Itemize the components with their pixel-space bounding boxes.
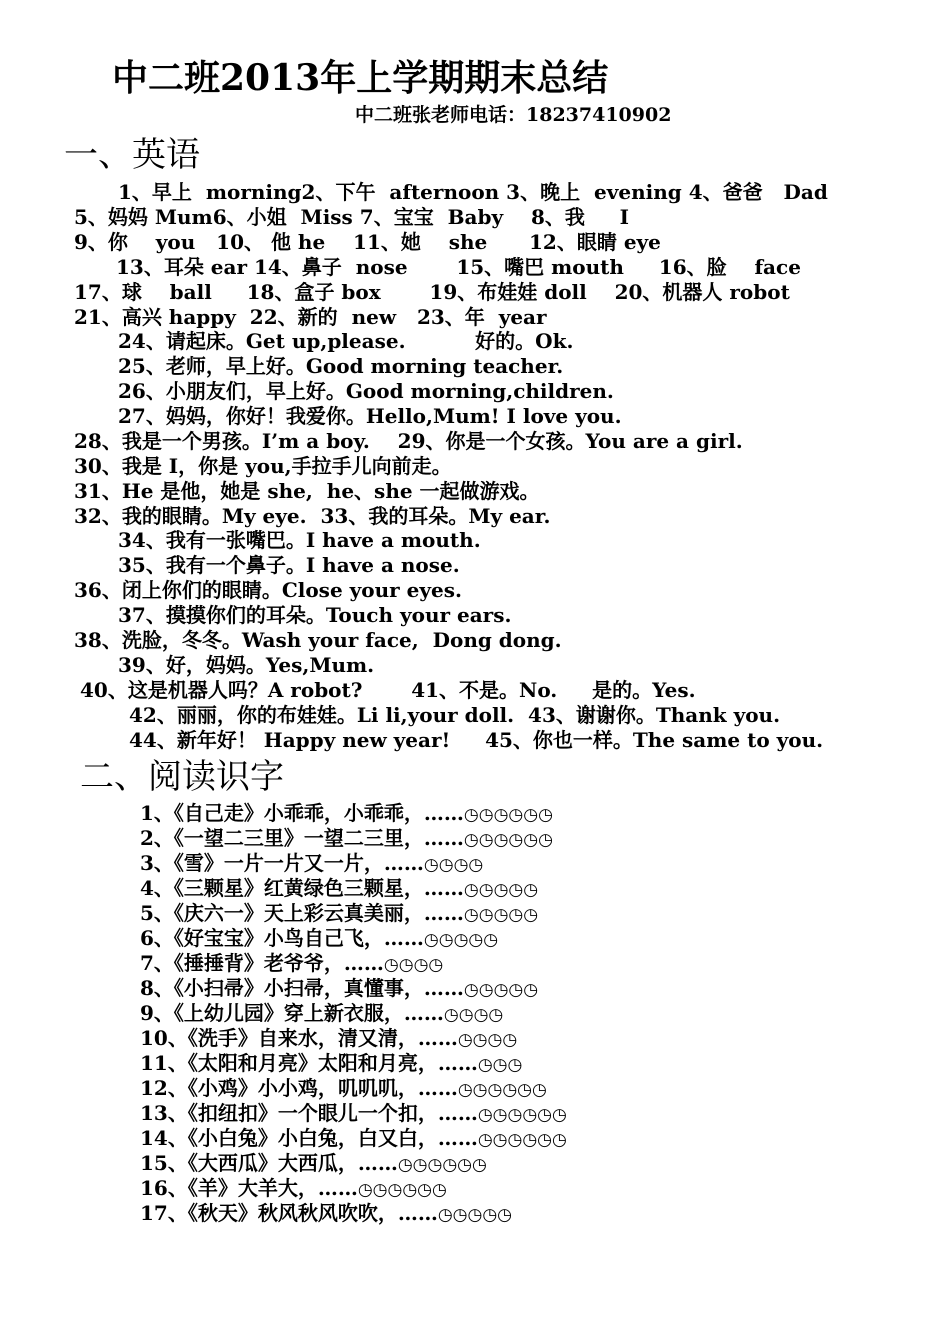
clock-icon: ◷◷◷◷◷◷ (477, 1130, 567, 1150)
reading-item-text: 3、《雪》一片一片又一片，…… (140, 851, 424, 875)
reading-item (140, 1078, 547, 1099)
reading-item (140, 903, 538, 924)
reading-item (140, 1028, 517, 1049)
reading-item (140, 1003, 503, 1024)
reading-item-text: 14、《小白兔》小白兔，白又白，…… (140, 1126, 478, 1150)
clock-icon: ◷◷◷◷◷◷ (457, 1080, 547, 1100)
reading-item (140, 1103, 567, 1124)
vocab-line: 32、我的眼睛。My eye. 33、我的耳朵。My ear. (74, 504, 551, 528)
clock-icon: ◷◷◷ (477, 1055, 523, 1075)
vocab-line: 1、早上 morning2、下午 afternoon 3、晚上 evening 4、爸爸 Dad (118, 180, 828, 204)
reading-item-text: 5、《庆六一》天上彩云真美丽，…… (140, 901, 464, 925)
reading-item (140, 853, 483, 874)
reading-item (140, 878, 538, 899)
vocab-line: 17、球 ball 18、盒子 box 19、布娃娃 doll 20、机器人 robot (74, 280, 790, 304)
vocab-line: 31、He 是他，她是 she, he、she 一起做游戏。 (74, 479, 540, 503)
vocab-line: 39、好，妈妈。Yes,Mum. (118, 653, 375, 677)
clock-icon: ◷◷◷◷◷ (423, 930, 499, 950)
vocab-line: 35、我有一个鼻子。I have a nose. (118, 553, 460, 577)
vocab-line: 27、妈妈，你好！我爱你。Hello,Mum! I love you. (118, 404, 622, 428)
vocab-line: 26、小朋友们，早上好。Good morning,children. (118, 379, 614, 403)
clock-icon: ◷◷◷◷◷ (437, 1205, 513, 1225)
reading-item-text: 12、《小鸡》小小鸡，叽叽叽，…… (140, 1076, 458, 1100)
section-heading-reading: 二、阅读识字 (80, 757, 284, 797)
reading-item (140, 928, 498, 949)
clock-icon: ◷◷◷◷◷ (463, 880, 539, 900)
clock-icon: ◷◷◷◷◷◷ (397, 1155, 487, 1175)
reading-item (140, 828, 553, 849)
reading-item-text: 15、《大西瓜》大西瓜，…… (140, 1151, 398, 1175)
vocab-line: 38、洗脸，冬冬。Wash your face, Dong dong. (74, 628, 562, 652)
reading-item-text: 17、《秋天》秋风秋风吹吹，…… (140, 1201, 438, 1225)
vocab-line: 21、高兴 happy 22、新的 new 23、年 year (74, 305, 547, 329)
reading-item-text: 6、《好宝宝》小鸟自己飞，…… (140, 926, 424, 950)
clock-icon: ◷◷◷◷ (443, 1005, 504, 1025)
reading-item-text: 4、《三颗星》红黄绿色三颗星，…… (140, 876, 464, 900)
reading-item-text: 9、《上幼儿园》穿上新衣服，…… (140, 1001, 444, 1025)
reading-item-text: 11、《太阳和月亮》太阳和月亮，…… (140, 1051, 478, 1075)
reading-item-text: 13、《扣纽扣》一个眼儿一个扣，…… (140, 1101, 478, 1125)
clock-icon: ◷◷◷◷ (383, 955, 444, 975)
section-heading-english: 一、英语 (64, 135, 200, 175)
clock-icon: ◷◷◷◷◷◷ (477, 1105, 567, 1125)
reading-item-text: 16、《羊》大羊大，…… (140, 1176, 358, 1200)
clock-icon: ◷◷◷◷◷ (463, 980, 539, 1000)
vocab-line: 9、你 you 10、 他 he 11、她 she 12、眼睛 eye (74, 230, 661, 254)
reading-item-text: 10、《洗手》自来水，清又清，…… (140, 1026, 458, 1050)
vocab-line: 44、新年好！ Happy new year! 45、你也一样。The same to you. (129, 728, 824, 752)
vocab-line: 28、我是一个男孩。I’m a boy. 29、你是一个女孩。You are a girl. (74, 429, 743, 453)
reading-item (140, 1153, 487, 1174)
reading-item (140, 1053, 522, 1074)
clock-icon: ◷◷◷◷ (423, 855, 484, 875)
vocab-line: 40、这是机器人吗？A robot? 41、不是。No. 是的。Yes. (80, 678, 696, 702)
vocab-line: 34、我有一张嘴巴。I have a mouth. (118, 528, 481, 552)
teacher-phone: 中二班张老师电话：18237410902 (355, 104, 672, 126)
reading-item (140, 978, 538, 999)
reading-item-text: 2、《一望二三里》一望二三里，…… (140, 826, 464, 850)
clock-icon: ◷◷◷◷◷ (463, 905, 539, 925)
reading-item (140, 1128, 567, 1149)
vocab-line: 30、我是 I，你是 you,手拉手儿向前走。 (74, 454, 452, 478)
reading-item-text: 1、《自己走》小乖乖，小乖乖，…… (140, 801, 464, 825)
clock-icon: ◷◷◷◷◷◷ (463, 805, 553, 825)
reading-item (140, 1178, 447, 1199)
vocab-line: 37、摸摸你们的耳朵。Touch your ears. (118, 603, 512, 627)
clock-icon: ◷◷◷◷ (457, 1030, 518, 1050)
vocab-line: 42、丽丽，你的布娃娃。Li li,your doll. 43、谢谢你。Thank you. (129, 703, 781, 727)
reading-item (140, 953, 443, 974)
reading-item-text: 7、《捶捶背》老爷爷，…… (140, 951, 384, 975)
page-title: 中二班2013年上学期期末总结 (112, 57, 609, 99)
reading-item (140, 1203, 512, 1224)
vocab-line: 25、老师，早上好。Good morning teacher. (118, 354, 564, 378)
reading-item (140, 803, 553, 824)
vocab-line: 13、耳朵 ear 14、鼻子 nose 15、嘴巴 mouth 16、脸 face (116, 255, 801, 279)
clock-icon: ◷◷◷◷◷◷ (463, 830, 553, 850)
vocab-line: 5、妈妈 Mum6、小姐 Miss 7、宝宝 Baby 8、我 I (74, 205, 630, 229)
vocab-line: 24、请起床。Get up,please. 好的。Ok. (118, 329, 574, 353)
clock-icon: ◷◷◷◷◷◷ (357, 1180, 447, 1200)
vocab-line: 36、闭上你们的眼睛。Close your eyes. (74, 578, 462, 602)
reading-item-text: 8、《小扫帚》小扫帚，真懂事，…… (140, 976, 464, 1000)
